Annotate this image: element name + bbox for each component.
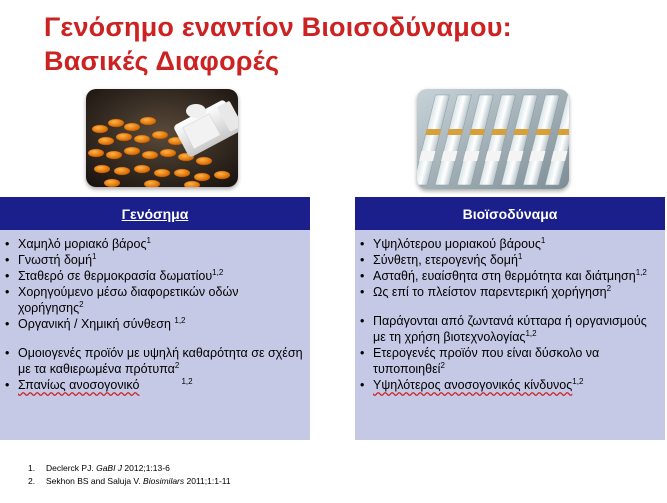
pills-image [86,89,238,187]
biosimilars-list-1 [355,236,665,300]
biosimilars-header [355,197,665,230]
list-item: • Ομοιογενές προϊόν με υψηλή καθαρότητα σε σχέση με τα καθιερωμένα πρότυπα$^2$ [0,345,306,377]
list-item: • Σύνθετη, ετερογενής δομή$^1$ [355,252,661,268]
slide-title [44,10,644,78]
reference-item: 1. Declerck PJ. GaBI J 2012;1:13-6 [28,463,170,473]
generics-list-1 [0,236,310,332]
list-item: • Υψηλότερος ανοσογονικός κίνδυνος$^{1,2}$ [355,377,661,393]
title-line-1: Γενόσημο εναντίον Βιοισοδύναμου: [44,12,512,42]
biosimilars-header-label: Βιοϊσοδύναμα [462,205,558,222]
reference-item: 2. Sekhon BS and Saluja V. Biosimilars 2011;1:1-11 [28,476,231,486]
generics-panel [0,230,310,440]
list-item: • Χαμηλό μοριακό βάρος$^1$ [0,236,306,252]
list-item: • Ασταθή, ευαίσθητα στη θερμότητα και διάτμηση$^{1,2}$ [355,268,661,284]
list-item: • Παράγονται από ζωντανά κύτταρα ή οργανισμούς με τη χρήση βιοτεχνολογίας$^{1,2}$ [355,313,661,345]
references [28,462,231,488]
list-item: • Οργανική / Χημική σύνθεση $^{1,2}$ [0,316,306,332]
title-line-2: Βασικές Διαφορές [44,46,280,76]
biosimilars-list-2 [355,313,665,393]
list-item: • Υψηλότερου μοριακού βάρους$^1$ [355,236,661,252]
list-item: • Γνωστή δομή$^1$ [0,252,306,268]
vials-photo [417,89,569,189]
vials-image [417,89,569,189]
generics-header [0,197,310,230]
list-item: • Ετερογενές προϊόν που είναι δύσκολο να τυποποιηθεί$^2$ [355,345,661,377]
list-item: • Σταθερό σε θερμοκρασία δωματίου$^{1,2}$ [0,268,306,284]
list-item: • Ως επί το πλείστον παρεντερική χορήγηση$^2$ [355,284,661,300]
pills-photo [86,89,238,187]
biosimilars-panel [355,230,665,440]
generics-list-2 [0,345,310,393]
generics-header-label: Γενόσημα [121,205,189,222]
list-item: • Χορηγούμενο μέσω διαφορετικών οδών χορήγησης$^2$ [0,284,306,316]
list-item: • Σπανίως ανοσογονικό $^{1,2}$ [0,377,306,393]
